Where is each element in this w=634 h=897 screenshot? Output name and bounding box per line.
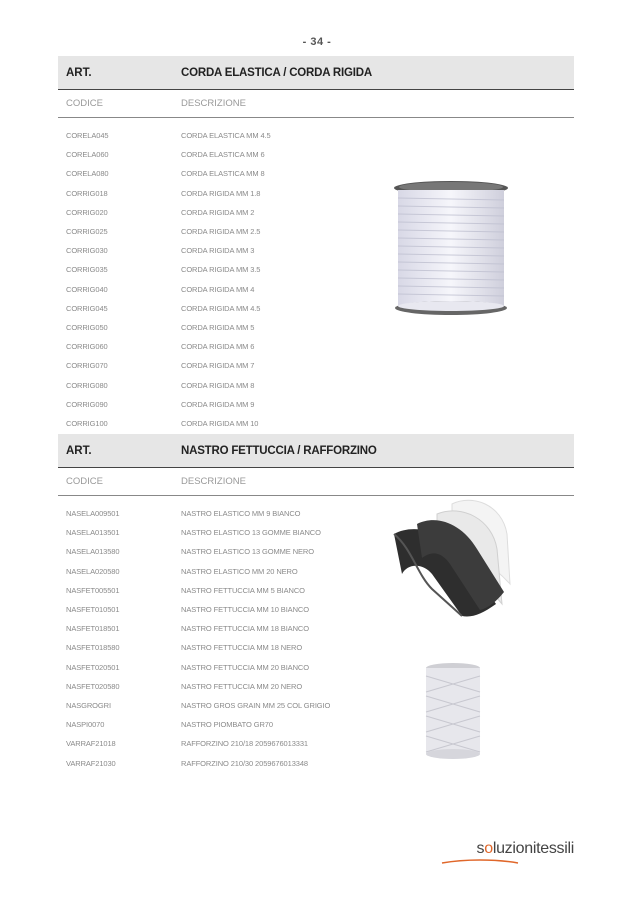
product-code: CORRIG018 [66,188,108,198]
col-code-header: CODICE [66,476,103,487]
product-code: CORRIG100 [66,418,108,428]
product-row [58,715,574,734]
product-code: NASELA013501 [66,528,120,538]
page-number: - 34 - [302,36,332,48]
product-description: NASTRO ELASTICO MM 20 NERO [181,566,298,576]
product-row [58,734,574,753]
product-description: CORDA ELASTICA MM 6 [181,150,265,160]
product-description: CORDA RIGIDA MM 2 [181,207,255,217]
product-row [58,753,574,772]
product-code: VARRAF21030 [66,758,116,768]
product-code: NASFET020580 [66,681,120,691]
product-row [58,696,574,715]
product-code: NASFET018580 [66,643,120,653]
product-description: CORDA RIGIDA MM 9 [181,399,255,409]
product-code: CORRIG060 [66,342,108,352]
col-desc-header: DESCRIZIONE [181,476,246,487]
product-description: CORDA RIGIDA MM 4.5 [181,303,261,313]
col-desc-header: DESCRIZIONE [181,98,246,109]
product-code: NASFET005501 [66,585,120,595]
product-code: NASFET020501 [66,662,120,672]
section-header [58,434,574,468]
product-row [58,356,574,375]
logo-swoosh-icon [440,857,520,867]
product-description: CORDA RIGIDA MM 10 [181,418,259,428]
product-code: CORRIG050 [66,322,108,332]
product-code: CORRIG070 [66,361,108,371]
logo-letter-s: s [476,840,485,857]
product-description: CORDA RIGIDA MM 2.5 [181,227,261,237]
product-row [58,638,574,657]
product-code: NASELA009501 [66,509,120,519]
product-code: CORELA080 [66,169,109,179]
product-row [58,126,574,145]
product-code: CORRIG030 [66,246,108,256]
product-description: NASTRO ELASTICO 13 GOMME NERO [181,547,314,557]
product-code: NASGROGRI [66,700,111,710]
product-description: CORDA RIGIDA MM 8 [181,380,255,390]
product-code: NASELA020580 [66,566,120,576]
product-code: CORELA045 [66,131,109,141]
product-description: NASTRO FETTUCCIA MM 18 BIANCO [181,624,309,634]
product-row [58,677,574,696]
product-code: CORRIG040 [66,284,108,294]
product-code: CORELA060 [66,150,109,160]
product-code: NASFET018501 [66,624,120,634]
column-headers [58,90,574,118]
product-description: CORDA RIGIDA MM 4 [181,284,255,294]
product-code: CORRIG020 [66,207,108,217]
product-row [58,414,574,433]
product-description: CORDA RIGIDA MM 1.8 [181,188,261,198]
product-description: NASTRO FETTUCCIA MM 5 BIANCO [181,585,305,595]
brand-logo [477,840,574,858]
product-code: NASFET010501 [66,605,120,615]
product-row [58,145,574,164]
product-description: NASTRO FETTUCCIA MM 10 BIANCO [181,605,309,615]
section-title: CORDA ELASTICA / CORDA RIGIDA [181,66,372,79]
product-description: CORDA RIGIDA MM 6 [181,342,255,352]
product-description: NASTRO FETTUCCIA MM 20 BIANCO [181,662,309,672]
product-code: CORRIG025 [66,227,108,237]
product-row [58,318,574,337]
product-code: CORRIG080 [66,380,108,390]
product-description: NASTRO ELASTICO 13 GOMME BIANCO [181,528,321,538]
logo-rest: luzionitessili [492,840,574,857]
product-code: NASELA013580 [66,547,120,557]
product-code: NASPI0070 [66,720,105,730]
product-description: NASTRO ELASTICO MM 9 BIANCO [181,509,301,519]
cord-spool-image [392,178,510,318]
thread-cone-image [422,662,484,762]
product-description: CORDA RIGIDA MM 3.5 [181,265,261,275]
product-description: RAFFORZINO 210/18 2059676013331 [181,739,308,749]
product-code: CORRIG090 [66,399,108,409]
product-row [58,658,574,677]
product-description: NASTRO PIOMBATO GR70 [181,720,273,730]
art-label: ART. [66,444,92,457]
product-code: CORRIG035 [66,265,108,275]
section-header [58,56,574,90]
art-label: ART. [66,66,92,79]
column-headers [58,468,574,496]
product-description: CORDA RIGIDA MM 3 [181,246,255,256]
product-code: VARRAF21018 [66,739,116,749]
product-description: CORDA ELASTICA MM 8 [181,169,265,179]
product-description: NASTRO FETTUCCIA MM 18 NERO [181,643,303,653]
ribbon-rolls-image [392,494,516,628]
product-description: CORDA RIGIDA MM 5 [181,322,255,332]
product-description: CORDA ELASTICA MM 4.5 [181,131,271,141]
product-description: NASTRO GROS GRAIN MM 25 COL GRIGIO [181,700,331,710]
product-description: RAFFORZINO 210/30 2059676013348 [181,758,308,768]
product-row [58,375,574,394]
product-description: NASTRO FETTUCCIA MM 20 NERO [181,681,303,691]
product-row [58,395,574,414]
product-row [58,337,574,356]
product-code: CORRIG045 [66,303,108,313]
product-description: CORDA RIGIDA MM 7 [181,361,255,371]
logo-letter-o: o [484,840,493,857]
section-title: NASTRO FETTUCCIA / RAFFORZINO [181,444,377,457]
col-code-header: CODICE [66,98,103,109]
